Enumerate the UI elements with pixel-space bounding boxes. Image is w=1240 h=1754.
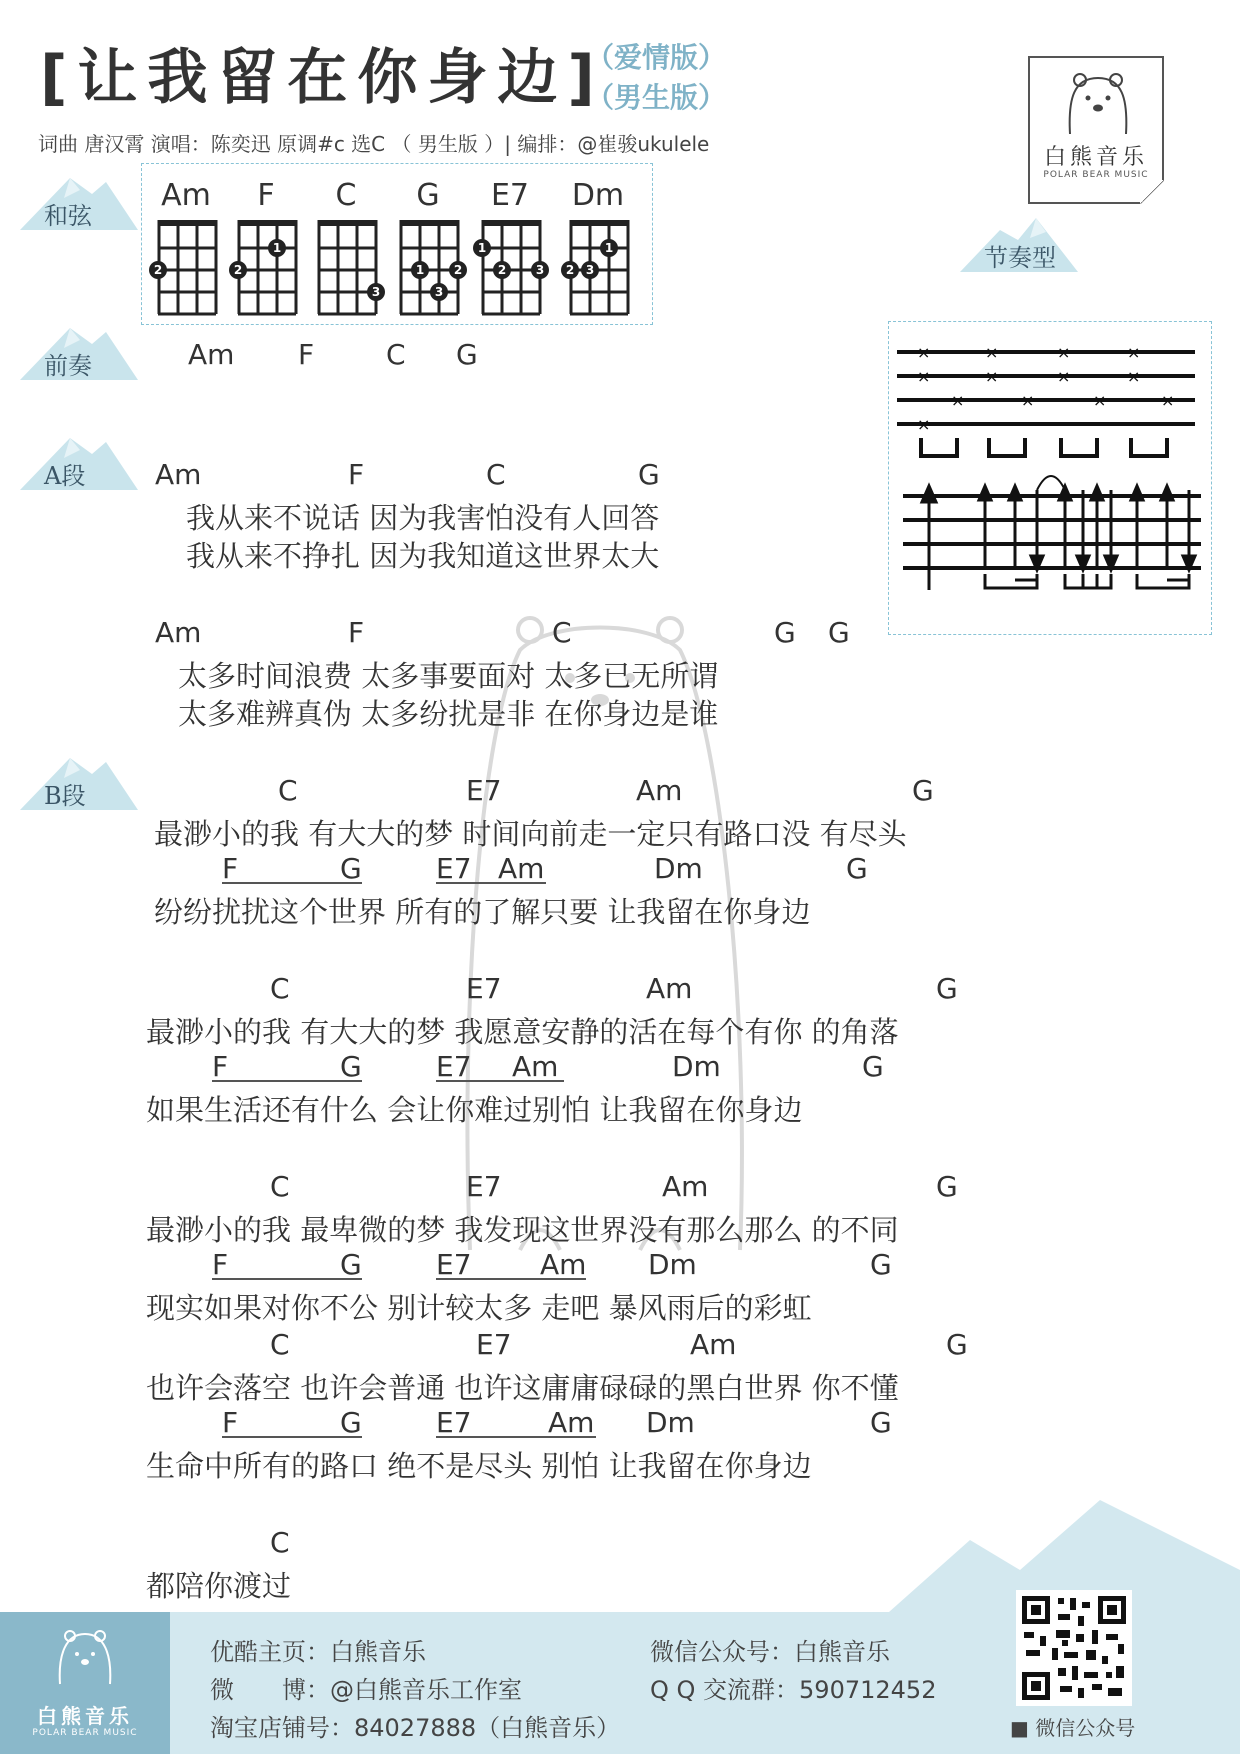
footer-logo-panel (0, 1612, 170, 1754)
chord-label: G (870, 1406, 892, 1439)
svg-text:×: × (951, 391, 965, 410)
chord-label: G (912, 774, 934, 807)
chord-label: C (270, 1526, 290, 1559)
footer-taobao: 淘宝店铺号：84027888（白熊音乐） (210, 1714, 621, 1742)
lyric-line: 我从来不说话 因为我害怕没有人回答 (186, 501, 660, 535)
chord-label: Dm (646, 1406, 695, 1439)
qr-caption: ■ 微信公众号 (1010, 1716, 1136, 1740)
chord-label: Am (662, 1170, 709, 1203)
chord-label: Am (646, 972, 693, 1005)
section-label-rhythm (960, 210, 1078, 280)
qr-code (1016, 1590, 1132, 1706)
chord-label: G (340, 1406, 362, 1439)
finger-dot: 3 (581, 261, 599, 279)
fretboard-grid (316, 218, 380, 318)
intro-chord: C (386, 338, 406, 371)
svg-text:×: × (1127, 343, 1141, 362)
logo-name-cn: 白熊音乐 (1043, 145, 1148, 170)
chord-label: G (936, 972, 958, 1005)
intro-chord: Am (188, 338, 235, 371)
chord-label: G (846, 852, 868, 885)
footer-weibo: 微 博：@白熊音乐工作室 (210, 1676, 522, 1704)
svg-text:×: × (1127, 367, 1141, 386)
chord-diagram (152, 178, 220, 318)
lyric-line: 纷纷扰扰这个世界 所有的了解只要 让我留在你身边 (154, 895, 811, 929)
chord-label: Dm (672, 1050, 721, 1083)
chord-label: C (270, 1170, 290, 1203)
chord-label: Am (636, 774, 683, 807)
footer-logo-cn: 白熊音乐 (37, 1704, 133, 1728)
chord-label: Am (155, 458, 202, 491)
chord-label: E7 (466, 1170, 502, 1203)
finger-dot: 3 (367, 283, 385, 301)
finger-dot: 2 (449, 261, 467, 279)
chord-label: C (278, 774, 298, 807)
chord-label: G (828, 616, 850, 649)
chord-label: F (222, 852, 239, 885)
footer-logo-en: POLAR BEAR MUSIC (32, 1728, 138, 1738)
lyric-line: 最渺小的我 有大大的梦 我愿意安静的活在每个有你 的角落 (146, 1015, 899, 1049)
chord-label: G (340, 1248, 362, 1281)
lyric-line: 最渺小的我 最卑微的梦 我发现这世界没有那么那么 的不同 (146, 1213, 899, 1247)
chord-label: Dm (654, 852, 703, 885)
section-label-text: 节奏型 (984, 244, 1056, 272)
chord-label: F (212, 1248, 229, 1281)
chord-label: E7 (436, 1406, 472, 1439)
svg-text:×: × (917, 415, 931, 434)
lyric-line: 生命中所有的路口 绝不是尽头 别怕 让我留在你身边 (146, 1449, 812, 1483)
chord-name: Dm (571, 178, 625, 213)
footer-wechat: 微信公众号：白熊音乐 (650, 1638, 890, 1666)
chord-name: Am (161, 178, 211, 213)
chord-label: G (638, 458, 660, 491)
section-label-chords (20, 168, 138, 238)
svg-text:×: × (1093, 391, 1107, 410)
chord-name: G (416, 178, 440, 213)
chord-label: Am (498, 852, 545, 885)
chord-label: G (946, 1328, 968, 1361)
chord-label: E7 (476, 1328, 512, 1361)
chord-label: C (552, 616, 572, 649)
chord-label: G (340, 852, 362, 885)
chord-name: F (257, 178, 275, 213)
lyric-line: 也许会落空 也许会普通 也许这庸庸碌碌的黑白世界 你不懂 (146, 1371, 899, 1405)
section-label-text: B段 (44, 782, 86, 810)
chord-label: F (212, 1050, 229, 1083)
lyric-line: 太多难辨真伪 太多纷扰是非 在你身边是谁 (178, 697, 719, 731)
chord-label: E7 (466, 774, 502, 807)
chord-label: G (862, 1050, 884, 1083)
section-label-text: 和弦 (44, 202, 92, 230)
chord-label: E7 (436, 852, 472, 885)
chord-label: Am (512, 1050, 559, 1083)
svg-text:×: × (917, 367, 931, 386)
logo-name-en: POLAR BEAR MUSIC (1043, 170, 1149, 180)
section-label-text: 前奏 (44, 352, 92, 380)
lyric-line: 都陪你渡过 (146, 1569, 292, 1603)
chord-label: G (936, 1170, 958, 1203)
chord-label: E7 (466, 972, 502, 1005)
chord-label: C (270, 972, 290, 1005)
page-title: [让我留在你身边] (40, 43, 605, 113)
chord-label: E7 (436, 1248, 472, 1281)
footer-qq: Q Q 交流群：590712452 (650, 1676, 937, 1704)
svg-text:×: × (985, 343, 999, 362)
chord-label: Dm (648, 1248, 697, 1281)
lyric-line: 如果生活还有什么 会让你难过别怕 让我留在你身边 (146, 1093, 803, 1127)
svg-text:×: × (917, 343, 931, 362)
finger-dot: 1 (473, 239, 491, 257)
bear-head-icon (1030, 58, 1166, 138)
chord-label: G (870, 1248, 892, 1281)
lyric-line: 最渺小的我 有大大的梦 时间向前走一定只有路口没 有尽头 (154, 817, 907, 851)
chord-name: C (335, 178, 357, 213)
version-tag-male: （男生版） (586, 81, 727, 114)
lyric-line: 我从来不挣扎 因为我知道这世界太大 (186, 539, 660, 573)
section-label-intro (20, 318, 138, 388)
footer-youku: 优酷主页：白熊音乐 (210, 1638, 426, 1666)
svg-text:×: × (1057, 343, 1071, 362)
intro-chord: F (298, 338, 315, 371)
chord-diagram-panel (141, 163, 653, 325)
finger-dot: 1 (600, 239, 618, 257)
chord-label: C (486, 458, 506, 491)
page-fold (1140, 180, 1164, 204)
svg-text:×: × (1057, 367, 1071, 386)
song-credits: 词曲 唐汉霄 演唱：陈奕迅 原调#c 选C （ 男生版 ）| 编排：@崔骏ukulele (38, 132, 710, 156)
finger-dot: 2 (149, 261, 167, 279)
finger-dot: 2 (493, 261, 511, 279)
chord-label: G (774, 616, 796, 649)
chord-label: F (348, 616, 365, 649)
finger-dot: 3 (430, 283, 448, 301)
intro-chord: G (456, 338, 478, 371)
chord-label: C (270, 1328, 290, 1361)
chord-label: Am (155, 616, 202, 649)
chord-label: F (348, 458, 365, 491)
polar-bear-logo (1028, 56, 1164, 204)
qr-code-icon (1018, 1592, 1130, 1704)
chord-diagram (476, 178, 544, 318)
finger-dot: 3 (531, 261, 549, 279)
chord-label: G (340, 1050, 362, 1083)
chord-label: Am (548, 1406, 595, 1439)
chord-diagram (564, 178, 632, 318)
chord-label: Am (690, 1328, 737, 1361)
finger-dot: 2 (561, 261, 579, 279)
svg-text:×: × (985, 367, 999, 386)
finger-dot: 2 (229, 261, 247, 279)
rhythm-notation (889, 322, 1211, 634)
finger-dot: 1 (268, 239, 286, 257)
bear-head-icon (52, 1626, 118, 1686)
version-tag-love: （爱情版） (586, 41, 727, 74)
section-label-text: A段 (44, 462, 86, 490)
chord-label: E7 (436, 1050, 472, 1083)
section-label-b (20, 748, 138, 818)
chord-diagram (312, 178, 380, 318)
section-label-a (20, 428, 138, 498)
chord-name: E7 (490, 178, 530, 213)
lyric-line: 现实如果对你不公 别计较太多 走吧 暴风雨后的彩虹 (146, 1291, 812, 1325)
svg-text:×: × (1161, 391, 1175, 410)
chord-diagram (394, 178, 462, 318)
chord-diagram (232, 178, 300, 318)
chord-label: F (222, 1406, 239, 1439)
rhythm-pattern-panel (888, 321, 1212, 635)
svg-text:×: × (1021, 391, 1035, 410)
lyric-line: 太多时间浪费 太多事要面对 太多已无所谓 (178, 659, 719, 693)
finger-dot: 1 (411, 261, 429, 279)
chord-label: Am (540, 1248, 587, 1281)
